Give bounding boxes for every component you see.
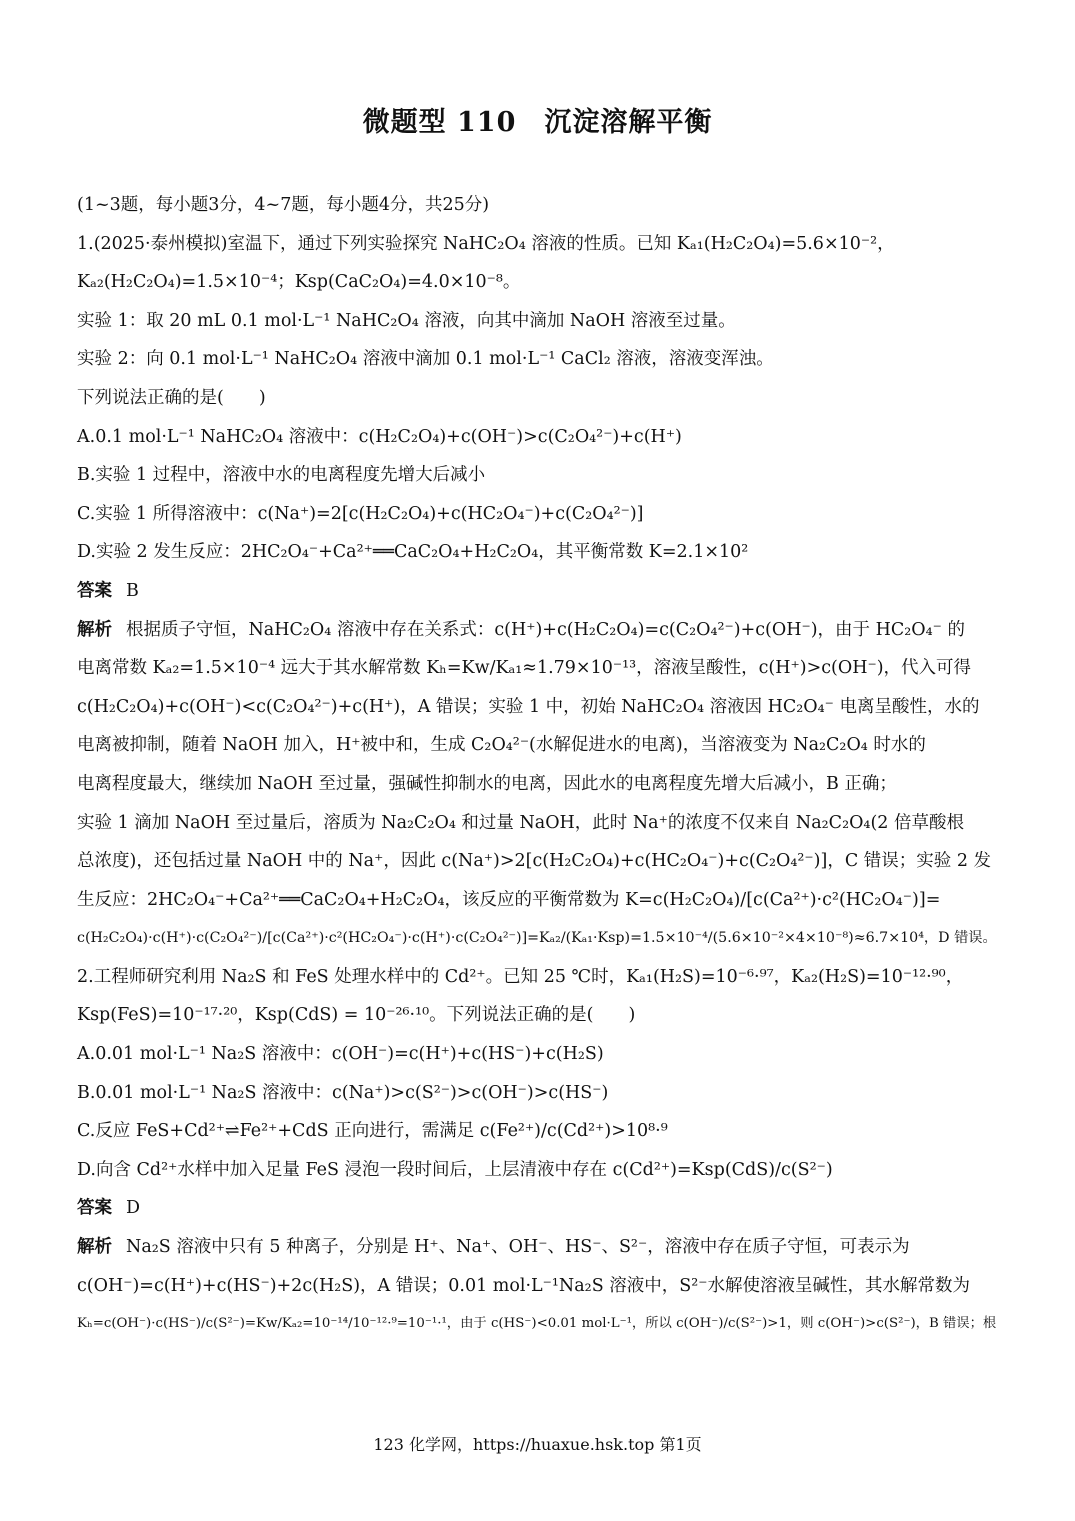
line-text: Ksp(FeS)=10⁻¹⁷·²⁰，Ksp(CdS) = 10⁻²⁶·¹⁰。下列说法正确的是( ) (77, 1005, 636, 1026)
line-text: 总浓度)，还包括过量 NaOH 中的 Na⁺，因此 c(Na⁺)>2[c(H₂C₂O₄)+c(HC₂O₄⁻)+c(C₂O₄²⁻)]，C 错误；实验 2 发 (77, 851, 992, 872)
line-text: C.实验 1 所得溶液中：c(Na⁺)=2[c(H₂C₂O₄)+c(HC₂O₄⁻)+c(C₂O₄²⁻)] (77, 503, 644, 524)
line-text: (1~3题，每小题3分，4~7题，每小题4分，共25分) (77, 195, 490, 215)
text-line (77, 263, 997, 302)
line-text: 2.工程师研究利用 Na₂S 和 FeS 处理水样中的 Cd²⁺。已知 25 ℃时，Kₐ₁(H₂S)=10⁻⁶·⁹⁷，Kₐ₂(H₂S)=10⁻¹²·⁹⁰， (77, 966, 964, 987)
line-text: 生反应：2HC₂O₄⁻+Ca²⁺══CaC₂O₄+H₂C₂O₄，该反应的平衡常数为 K=c(H₂C₂O₄)/[c(Ca²⁺)·c²(HC₂O₄⁻)]= (77, 889, 941, 910)
line-text: 根据质子守恒，NaHC₂O₄ 溶液中存在关系式：c(H⁺)+c(H₂C₂O₄)=c(C₂O₄²⁻)+c(OH⁻)，由于 HC₂O₄⁻ 的 (126, 619, 965, 640)
line-text: A.0.1 mol·L⁻¹ NaHC₂O₄ 溶液中：c(H₂C₂O₄)+c(OH⁻)>c(C₂O₄²⁻)+c(H⁺) (77, 426, 682, 447)
page-footer: 123 化学网，https://huaxue.hsk.top 第1页 (373, 1435, 702, 1454)
line-text: 电离被抑制，随着 NaOH 加入，H⁺被中和，生成 C₂O₄²⁻(水解促进水的电离)，当溶液变为 Na₂C₂O₄ 时水的 (77, 735, 926, 756)
line-label: 解析 (77, 1237, 112, 1258)
text-line (77, 1074, 997, 1113)
text-line (77, 649, 997, 688)
text-line (77, 688, 997, 727)
text-line (77, 186, 997, 225)
line-text: D (126, 1198, 141, 1219)
text-line (77, 726, 997, 765)
text-line (77, 1112, 997, 1151)
text-line (77, 456, 997, 495)
line-text: 实验 1：取 20 mL 0.1 mol·L⁻¹ NaHC₂O₄ 溶液，向其中滴加 NaOH 溶液至过量。 (77, 310, 736, 331)
labeled-line (77, 1189, 997, 1228)
line-text: 实验 2：向 0.1 mol·L⁻¹ NaHC₂O₄ 溶液中滴加 0.1 mol·L⁻¹ CaCl₂ 溶液，溶液变浑浊。 (77, 349, 774, 370)
line-text: D.实验 2 发生反应：2HC₂O₄⁻+Ca²⁺══CaC₂O₄+H₂C₂O₄，其平衡常数 K=2.1×10² (77, 542, 749, 563)
text-line (77, 958, 997, 997)
text-line (77, 1267, 997, 1306)
line-label: 答案 (77, 580, 112, 601)
line-label: 解析 (77, 619, 112, 640)
labeled-line (77, 572, 997, 611)
line-text: c(H₂C₂O₄)·c(H⁺)·c(C₂O₄²⁻)/[c(Ca²⁺)·c²(HC₂O₄⁻)·c(H⁺)·c(C₂O₄²⁻)]=Kₐ₂/(Kₐ₁·Ksp)=1.5×10⁻⁴/(5.6×10⁻²×4×10⁻⁸)≈6.7×10⁴，D 错误。 (77, 930, 997, 947)
text-line (77, 302, 997, 341)
labeled-line (77, 1228, 997, 1267)
text-line (77, 842, 997, 881)
labeled-line (77, 611, 997, 650)
text-line (77, 1035, 997, 1074)
line-text: 下列说法正确的是( ) (77, 387, 266, 408)
text-line (77, 418, 997, 457)
text-line (77, 495, 997, 534)
line-text: 实验 1 滴加 NaOH 至过量后，溶质为 Na₂C₂O₄ 和过量 NaOH，此时 Na⁺的浓度不仅来自 Na₂C₂O₄(2 倍草酸根 (77, 812, 964, 833)
text-line (77, 533, 997, 572)
line-text: 电离常数 Kₐ₂=1.5×10⁻⁴ 远大于其水解常数 Kₕ=Kw/Kₐ₁≈1.79×10⁻¹³，溶液呈酸性，c(H⁺)>c(OH⁻)，代入可得 (77, 658, 972, 679)
line-text: 电离程度最大，继续加 NaOH 至过量，强碱性抑制水的电离，因此水的电离程度先增大后减小，B 正确； (77, 773, 897, 794)
line-text: B (126, 580, 139, 601)
text-line (77, 340, 997, 379)
line-text: C.反应 FeS+Cd²⁺⇌Fe²⁺+CdS 正向进行，需满足 c(Fe²⁺)/c(Cd²⁺)>10⁸·⁹ (77, 1121, 668, 1142)
line-text: c(OH⁻)=c(H⁺)+c(HS⁻)+2c(H₂S)，A 错误；0.01 mol·L⁻¹Na₂S 溶液中，S²⁻水解使溶液呈碱性，其水解常数为 (77, 1275, 970, 1296)
text-line (77, 765, 997, 804)
line-text: Na₂S 溶液中只有 5 种离子，分别是 H⁺、Na⁺、OH⁻、HS⁻、S²⁻，溶液中存在质子守恒，可表示为 (126, 1237, 910, 1258)
text-line (77, 804, 997, 843)
line-text: 1.(2025·泰州模拟)室温下，通过下列实验探究 NaHC₂O₄ 溶液的性质。已知 Kₐ₁(H₂C₂O₄)=5.6×10⁻²， (77, 233, 895, 254)
line-text: c(H₂C₂O₄)+c(OH⁻)<c(C₂O₄²⁻)+c(H⁺)，A 错误；实验 1 中，初始 NaHC₂O₄ 溶液因 HC₂O₄⁻ 电离呈酸性，水的 (77, 696, 980, 717)
line-text: A.0.01 mol·L⁻¹ Na₂S 溶液中：c(OH⁻)=c(H⁺)+c(HS⁻)+c(H₂S) (77, 1044, 604, 1065)
text-line (77, 996, 997, 1035)
line-text: Kₐ₂(H₂C₂O₄)=1.5×10⁻⁴；Ksp(CaC₂O₄)=4.0×10⁻⁸。 (77, 272, 521, 293)
line-text: D.向含 Cd²⁺水样中加入足量 FeS 浸泡一段时间后，上层清液中存在 c(Cd²⁺)=Ksp(CdS)/c(S²⁻) (77, 1159, 833, 1180)
text-line (77, 225, 997, 264)
text-line (77, 919, 997, 958)
page-title: 微题型 110 沉淀溶解平衡 (362, 107, 713, 138)
text-line (77, 1151, 997, 1190)
line-label: 答案 (77, 1198, 112, 1219)
document-body (77, 186, 997, 1344)
text-line (77, 881, 997, 920)
text-line (77, 1305, 997, 1344)
line-text: B.实验 1 过程中，溶液中水的电离程度先增大后减小 (77, 465, 486, 486)
text-line (77, 379, 997, 418)
line-text: Kₕ=c(OH⁻)·c(HS⁻)/c(S²⁻)=Kw/Kₐ₂=10⁻¹⁴/10⁻¹²·⁹=10⁻¹·¹，由于 c(HS⁻)<0.01 mol·L⁻¹，所以 c(OH⁻)/c(S²⁻)>1，则 c(OH⁻)>c(S²⁻)，B 错误；根 (77, 1316, 997, 1332)
line-text: B.0.01 mol·L⁻¹ Na₂S 溶液中：c(Na⁺)>c(S²⁻)>c(OH⁻)>c(HS⁻) (77, 1082, 609, 1103)
